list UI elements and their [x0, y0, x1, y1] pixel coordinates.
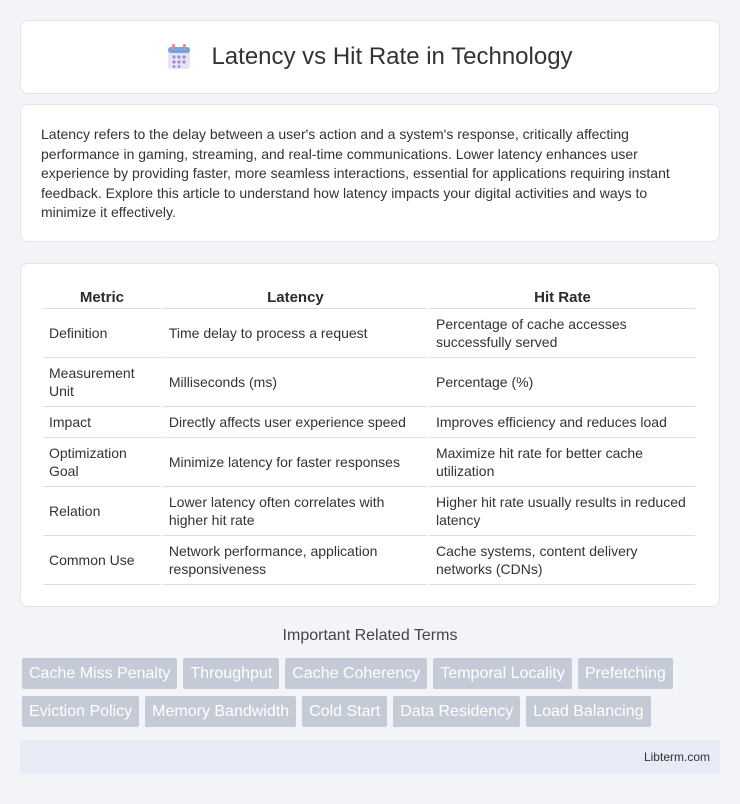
term-tag-eviction-policy[interactable]: Eviction Policy [22, 696, 139, 727]
table-cell: Common Use [43, 536, 161, 585]
table-cell: Milliseconds (ms) [163, 358, 428, 407]
table-row [43, 358, 695, 407]
calendar-icon [167, 44, 191, 70]
comparison-table [41, 282, 697, 585]
table-row [43, 487, 695, 536]
table-cell: Relation [43, 487, 161, 536]
footer [20, 740, 720, 774]
table-cell: Cache systems, content delivery networks (CDNs) [430, 536, 695, 585]
term-tag-throughput[interactable]: Throughput [183, 658, 279, 689]
table-cell: Measurement Unit [43, 358, 161, 407]
table-cell: Percentage (%) [430, 358, 695, 407]
table-cell: Network performance, application responsiveness [163, 536, 428, 585]
related-terms-list [22, 658, 722, 727]
table-cell: Definition [43, 309, 161, 358]
table-cell: Lower latency often correlates with higher hit rate [163, 487, 428, 536]
footer-site-link[interactable]: Libterm.com [643, 750, 710, 764]
table-header-row [43, 282, 695, 309]
table-cell: Percentage of cache accesses successfully served [430, 309, 695, 358]
table-cell: Time delay to process a request [163, 309, 428, 358]
table-row [43, 407, 695, 438]
comparison-table-card [20, 263, 720, 607]
term-tag-cache-miss-penalty[interactable]: Cache Miss Penalty [22, 658, 177, 689]
term-tag-load-balancing[interactable]: Load Balancing [526, 696, 650, 727]
table-row [43, 536, 695, 585]
intro-text: Latency refers to the delay between a user's action and a system's response, critically affecting performance in gaming, streaming, and real-time communications. Lower latency enhances user experience by providing faster, more seamless interactions, essential for applications requiring instant feedback. Explore this article to understand how latency impacts your digital activities and ways to minimize it effectively. [41, 126, 670, 221]
related-terms-title: Important Related Terms [282, 627, 458, 644]
table-row [43, 309, 695, 358]
term-tag-data-residency[interactable]: Data Residency [393, 696, 520, 727]
term-tag-prefetching[interactable]: Prefetching [578, 658, 673, 689]
table-row [43, 438, 695, 487]
column-header-latency: Latency [163, 282, 428, 309]
term-tag-cache-coherency[interactable]: Cache Coherency [285, 658, 427, 689]
term-tag-temporal-locality[interactable]: Temporal Locality [433, 658, 572, 689]
header-card [20, 20, 720, 94]
column-header-hit-rate: Hit Rate [430, 282, 695, 309]
table-cell: Directly affects user experience speed [163, 407, 428, 438]
table-cell: Impact [43, 407, 161, 438]
page-title: Latency vs Hit Rate in Technology [211, 43, 573, 70]
table-cell: Optimization Goal [43, 438, 161, 487]
term-tag-memory-bandwidth[interactable]: Memory Bandwidth [145, 696, 296, 727]
intro-card [20, 104, 720, 242]
table-cell: Higher hit rate usually results in reduced latency [430, 487, 695, 536]
term-tag-cold-start[interactable]: Cold Start [302, 696, 387, 727]
column-header-metric: Metric [43, 282, 161, 309]
table-cell: Improves efficiency and reduces load [430, 407, 695, 438]
table-cell: Maximize hit rate for better cache utilization [430, 438, 695, 487]
table-cell: Minimize latency for faster responses [163, 438, 428, 487]
